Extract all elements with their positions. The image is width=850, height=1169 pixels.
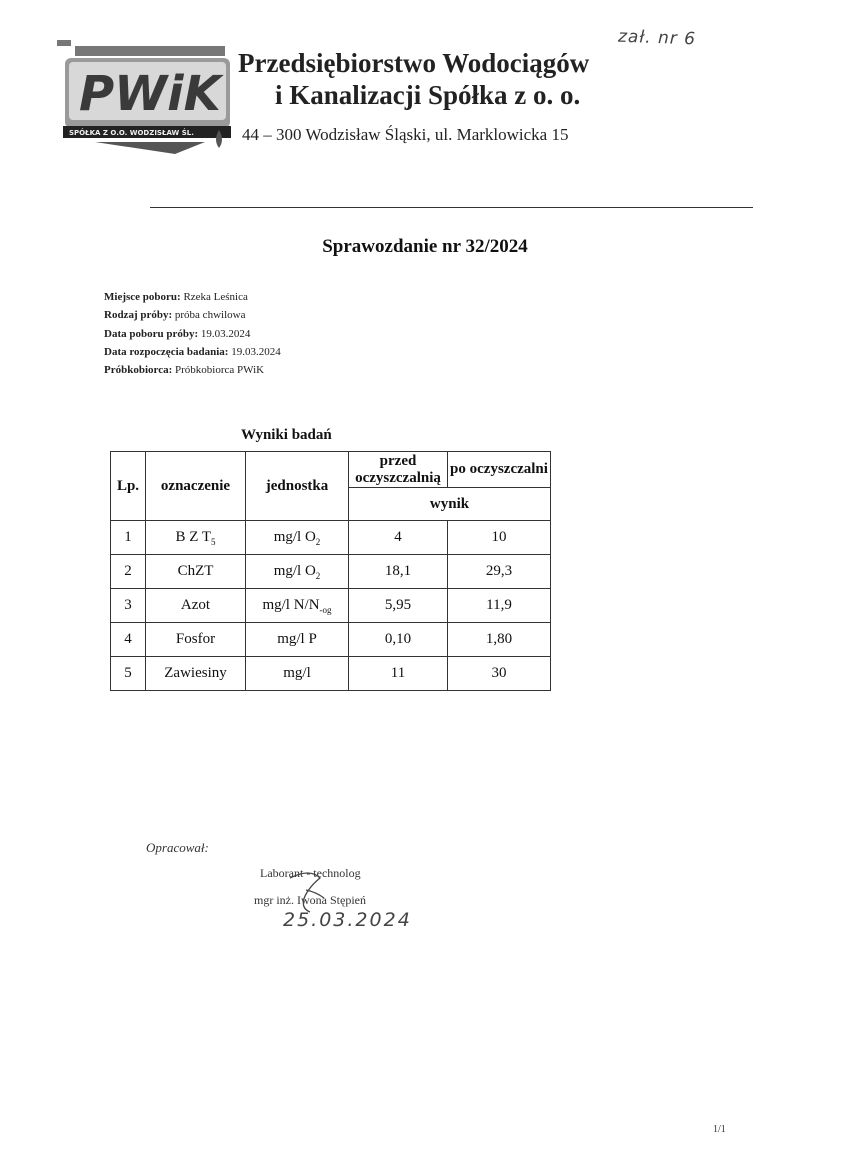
cell-jednostka: mg/l P — [246, 623, 349, 657]
meta-value: 19.03.2024 — [200, 328, 251, 340]
col-header-jednostka: jednostka — [246, 452, 349, 521]
meta-value: Rzeka Leśnica — [183, 291, 248, 303]
meta-value: Próbkobiorca PWiK — [175, 364, 265, 376]
header-divider — [150, 207, 753, 208]
cell-przed: 0,10 — [349, 623, 448, 657]
cell-lp: 1 — [111, 521, 146, 555]
meta-row — [104, 364, 264, 376]
cell-lp: 5 — [111, 657, 146, 691]
results-title: Wyniki badań — [241, 427, 332, 443]
logo-text: PWiK — [79, 66, 221, 122]
cell-lp: 3 — [111, 589, 146, 623]
page-number: 1/1 — [713, 1124, 726, 1135]
cell-jednostka: mg/l — [246, 657, 349, 691]
meta-row — [104, 328, 250, 340]
handwritten-annotation: zał. nr 6 — [617, 26, 697, 50]
table-row — [111, 657, 551, 691]
col-header-przed: przed oczyszczalnią — [349, 452, 448, 488]
cell-oznaczenie: B Z $T_5$ — [146, 521, 246, 555]
col-header-po: po oczyszczalni — [448, 452, 551, 488]
cell-po: 1,80 — [448, 623, 551, 657]
table-row — [111, 521, 551, 555]
meta-label: Data poboru próby: — [104, 328, 199, 340]
meta-label: Próbkobiorca: — [104, 364, 173, 376]
signer-name: mgr inż. Iwona Stępień — [254, 893, 366, 907]
handwritten-date: 25.03.2024 — [283, 909, 412, 931]
cell-lp: 2 — [111, 555, 146, 589]
cell-jednostka: mg/l $O_2$ — [246, 521, 349, 555]
cell-przed: 11 — [349, 657, 448, 691]
table-row — [111, 623, 551, 657]
cell-oznaczenie: ChZT — [146, 555, 246, 589]
meta-row — [104, 346, 281, 358]
cell-przed: 5,95 — [349, 589, 448, 623]
meta-value: 19.03.2024 — [231, 346, 281, 358]
cell-przed: 4 — [349, 521, 448, 555]
cell-po: 10 — [448, 521, 551, 555]
cell-oznaczenie: Zawiesiny — [146, 657, 246, 691]
col-header-lp: Lp. — [111, 452, 146, 521]
logo-subtext: SPÓŁKA Z O.O. WODZISŁAW ŚL. — [69, 129, 194, 137]
company-name-line1: Przedsiębiorstwo Wodociągów — [238, 48, 590, 78]
cell-oznaczenie: Fosfor — [146, 623, 246, 657]
table-row — [111, 555, 551, 589]
meta-row — [104, 291, 248, 303]
cell-oznaczenie: Azot — [146, 589, 246, 623]
report-title: Sprawozdanie nr 32/2024 — [322, 236, 528, 257]
signer-role: Laborant - technolog — [260, 866, 361, 880]
results-table — [110, 451, 551, 691]
cell-przed: 18,1 — [349, 555, 448, 589]
cell-po: 30 — [448, 657, 551, 691]
cell-po: 11,9 — [448, 589, 551, 623]
company-name-line2: i Kanalizacji Spółka z o. o. — [275, 80, 581, 110]
cell-jednostka: mg/l $O_2$ — [246, 555, 349, 589]
cell-jednostka: mg/l $N/N_{-og}$ — [246, 589, 349, 623]
table-row — [111, 589, 551, 623]
company-address: 44 – 300 Wodzisław Śląski, ul. Marklowicka 15 — [242, 125, 569, 144]
cell-lp: 4 — [111, 623, 146, 657]
meta-label: Miejsce poboru: — [104, 291, 181, 303]
meta-label: Rodzaj próby: — [104, 309, 173, 321]
col-header-wynik: wynik — [349, 488, 551, 521]
meta-label: Data rozpoczęcia badania: — [104, 346, 229, 358]
cell-po: 29,3 — [448, 555, 551, 589]
prepared-by-label: Opracował: — [146, 840, 209, 855]
meta-row — [104, 309, 245, 321]
col-header-oznaczenie: oznaczenie — [146, 452, 246, 521]
meta-value: próba chwilowa — [174, 309, 246, 321]
pwik-logo — [55, 38, 233, 156]
